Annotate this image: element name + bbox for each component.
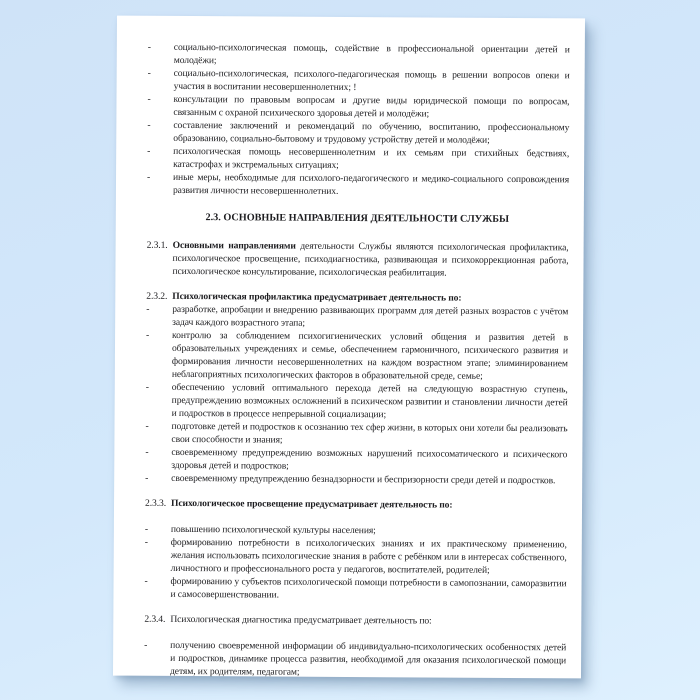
paragraph-lead-text: деятельности Службы являются психологическая профилактика, психологическое просвещение, психодиагностика, развивающая и психокоррекционная работа, психологическое консультирование, психологическая реабилитация. xyxy=(172,240,569,279)
dash-marker: - xyxy=(146,303,150,315)
paragraph-number: 2.3.4. xyxy=(144,613,166,625)
list-item xyxy=(145,329,568,384)
paragraph-lead-bold: Основными направлениями xyxy=(172,239,296,252)
dash-marker: - xyxy=(145,420,149,432)
list-item-text: консультации по правовым вопросам и другие виды юридической помощи по вопросам, связанным с охраной психического здоровья детей и молодёжи; xyxy=(173,93,570,120)
list-item xyxy=(145,303,568,332)
paragraph-number: 2.3.2. xyxy=(146,290,168,302)
dash-marker: - xyxy=(145,446,149,458)
list-item xyxy=(144,446,567,475)
list-item-text: подготовке детей и подростков к осознанию тех сфер жизни, в которых они хотели бы реализовать свои способности и знания; xyxy=(171,420,568,446)
list-item-text: составление заключений и рекомендаций по обучению, воспитанию, профессиональному образованию, социально-бытовому и трудовому устройству детей и молодёжи; xyxy=(173,119,570,146)
list-item xyxy=(147,67,570,96)
list-item-text: иные меры, необходимые для психолого-педагогического и медико-социального сопровождения развития личности несовершеннолетних. xyxy=(172,171,570,197)
list-item xyxy=(147,41,570,70)
list-item-text: получению своевременной информации об индивидуально-психологических особенностях детей и подростков, динамике процесса развития, необходимой для оказания психологической помощи детям, их родителям, педагогам; xyxy=(169,639,567,678)
list-item-text: формированию у субъектов психологической помощи потребности в самопознании, саморазвитии и самосовершенствовании. xyxy=(170,575,567,601)
paragraph-item-list xyxy=(143,523,566,604)
dash-marker: - xyxy=(147,67,151,79)
numbered-paragraph xyxy=(143,497,567,604)
list-item-text: психологическая помощь несовершеннолетним и их семьям при стихийных бедствиях, катастрофах и экстремальных ситуациях; xyxy=(173,145,570,171)
list-item-text: обеспечению условий оптимального перехода детей на следующую возрастную ступень, предупреждению возможных осложнений в психическом развитии и становлении личности детей и подростков в процессе непрерывной социализации; xyxy=(171,381,568,421)
numbered-paragraph xyxy=(144,290,568,488)
list-item xyxy=(146,93,569,122)
list-item-text: повышению психологической культуры населения; xyxy=(170,523,376,537)
list-item xyxy=(146,145,569,174)
paragraph-lead xyxy=(144,497,567,513)
intro-list xyxy=(146,41,570,200)
section-heading: 2.3. ОСНОВНЫЕ НАПРАВЛЕНИЯ ДЕЯТЕЛЬНОСТИ СЛУЖБЫ xyxy=(205,212,510,225)
list-item-text: своевременному предупреждению возможных нарушений психосоматического и психического здоровья детей и подростков; xyxy=(171,446,568,472)
list-item-text: социально-психологическая, психолого-педагогическая помощь в решении вопросов опеки и участия в воспитании несовершеннолетних; ! xyxy=(173,67,570,94)
dash-marker: - xyxy=(145,472,149,484)
dash-marker: - xyxy=(144,575,148,587)
dash-marker: - xyxy=(147,119,151,131)
paragraph-lead xyxy=(145,239,568,281)
paragraph-number: 2.3.3. xyxy=(145,497,167,509)
paragraph-lead-text: Психологическая диагностика предусматривает деятельность по: xyxy=(170,613,432,627)
list-item xyxy=(146,171,569,200)
list-item-text: формированию потребности в психологических знаниях и их практическому применению, желания использовать психологические знания в работе с ребёнком или в интересах собственного, личностного и профессионального роста у педагогов, воспитателей, родителей; xyxy=(170,536,567,576)
list-item xyxy=(144,420,567,449)
list-item xyxy=(143,639,566,681)
list-item xyxy=(146,119,569,148)
numbered-paragraph xyxy=(143,613,566,681)
numbered-paragraph xyxy=(145,239,568,281)
list-item xyxy=(143,575,566,604)
dash-marker: - xyxy=(147,41,151,53)
dash-marker: - xyxy=(144,536,148,548)
numbered-paragraphs xyxy=(143,239,569,681)
list-item xyxy=(144,472,567,488)
list-item xyxy=(144,536,567,578)
paragraph-item-list xyxy=(143,639,566,681)
paragraph-item-list xyxy=(144,303,568,488)
dash-marker: - xyxy=(146,329,150,341)
list-item-text: контролю за соблюдением психогигиенических условий общения и развития детей в образовательных учреждениях и семье, обеспечением гармоничного, психического развития и формирования личности несовершеннолетних на каждом возрастном этапе; элиминированием неблагоприятных психологических факторов в образовательной среде, семье; xyxy=(171,329,569,382)
dash-marker: - xyxy=(144,639,148,651)
paragraph-lead xyxy=(143,613,566,629)
paragraph-lead-bold: Психологическая профилактика предусматривает деятельность по: xyxy=(172,290,462,304)
paragraph-number: 2.3.1. xyxy=(146,239,168,251)
list-item xyxy=(145,381,568,423)
dash-marker: - xyxy=(146,171,151,183)
list-item-text: социально-психологическая помощь, содействие в профессиональной ориентации детей и молодёжи; xyxy=(173,41,570,67)
document-content xyxy=(113,16,585,679)
dash-marker: - xyxy=(144,523,149,535)
list-item-text: своевременному предупреждению безнадзорности и беспризорности среди детей и подростков. xyxy=(171,472,556,487)
list-item-text: разработке, апробации и внедрению развивающих программ для детей разных возрастов с учётом задач каждого возрастного этапа; xyxy=(172,303,569,329)
paragraph-lead-bold: Психологическое просвещение предусматривает деятельность по: xyxy=(171,497,453,511)
dash-marker: - xyxy=(147,93,151,105)
dash-marker: - xyxy=(145,381,149,393)
dash-marker: - xyxy=(147,145,151,157)
document-page xyxy=(113,16,585,679)
